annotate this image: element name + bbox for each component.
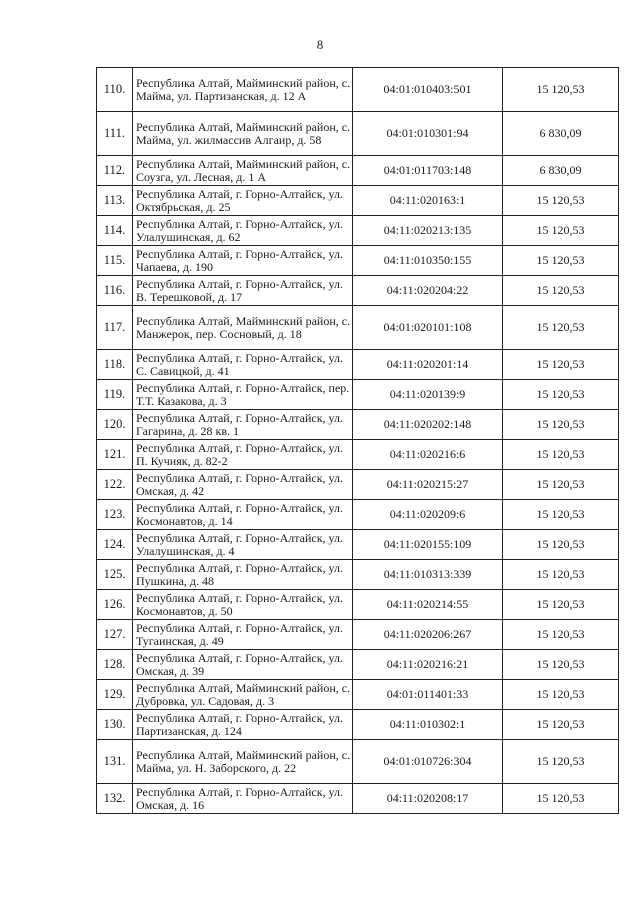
row-cadastral-number: 04:11:020163:1	[353, 186, 503, 216]
row-value: 15 120,53	[503, 590, 619, 620]
row-number: 131.	[97, 740, 133, 784]
table-row	[97, 620, 619, 650]
row-address: Республика Алтай, г. Горно-Алтайск, ул. Партизанская, д. 124	[133, 710, 353, 740]
row-cadastral-number: 04:01:020101:108	[353, 306, 503, 350]
table-row	[97, 350, 619, 380]
row-value: 15 120,53	[503, 500, 619, 530]
row-number: 113.	[97, 186, 133, 216]
table-row	[97, 216, 619, 246]
row-value: 15 120,53	[503, 216, 619, 246]
row-address: Республика Алтай, г. Горно-Алтайск, ул. Улалушинская, д. 62	[133, 216, 353, 246]
table-row	[97, 156, 619, 186]
row-value: 15 120,53	[503, 410, 619, 440]
row-number: 112.	[97, 156, 133, 186]
row-address: Республика Алтай, Майминский район, с. Манжерок, пер. Сосновый, д. 18	[133, 306, 353, 350]
table-row	[97, 380, 619, 410]
row-address: Республика Алтай, Майминский район, с. Майма, ул. жилмассив Алгаир, д. 58	[133, 112, 353, 156]
row-cadastral-number: 04:11:010313:339	[353, 560, 503, 590]
row-address: Республика Алтай, г. Горно-Алтайск, ул. Космонавтов, д. 14	[133, 500, 353, 530]
table-row	[97, 500, 619, 530]
row-number: 122.	[97, 470, 133, 500]
row-cadastral-number: 04:01:010726:304	[353, 740, 503, 784]
table-row	[97, 560, 619, 590]
row-cadastral-number: 04:11:020209:6	[353, 500, 503, 530]
row-value: 15 120,53	[503, 68, 619, 112]
row-value: 15 120,53	[503, 306, 619, 350]
row-cadastral-number: 04:11:010350:155	[353, 246, 503, 276]
row-number: 126.	[97, 590, 133, 620]
row-cadastral-number: 04:01:011401:33	[353, 680, 503, 710]
row-value: 15 120,53	[503, 530, 619, 560]
row-number: 128.	[97, 650, 133, 680]
row-number: 117.	[97, 306, 133, 350]
row-number: 121.	[97, 440, 133, 470]
row-number: 111.	[97, 112, 133, 156]
row-address: Республика Алтай, г. Горно-Алтайск, ул. Омская, д. 39	[133, 650, 353, 680]
row-address: Республика Алтай, г. Горно-Алтайск, ул. П. Кучияк, д. 82-2	[133, 440, 353, 470]
row-cadastral-number: 04:01:010301:94	[353, 112, 503, 156]
row-cadastral-number: 04:11:020202:148	[353, 410, 503, 440]
row-number: 132.	[97, 784, 133, 814]
row-address: Республика Алтай, г. Горно-Алтайск, ул. В. Терешковой, д. 17	[133, 276, 353, 306]
page-number: 8	[316, 37, 324, 52]
row-number: 115.	[97, 246, 133, 276]
row-address: Республика Алтай, Майминский район, с. Дубровка, ул. Садовая, д. 3	[133, 680, 353, 710]
row-value: 6 830,09	[503, 112, 619, 156]
row-value: 15 120,53	[503, 470, 619, 500]
row-address: Республика Алтай, г. Горно-Алтайск, ул. Тугаинская, д. 49	[133, 620, 353, 650]
row-address: Республика Алтай, г. Горно-Алтайск, ул. Пушкина, д. 48	[133, 560, 353, 590]
row-address: Республика Алтай, г. Горно-Алтайск, ул. Гагарина, д. 28 кв. 1	[133, 410, 353, 440]
table-row	[97, 186, 619, 216]
row-number: 120.	[97, 410, 133, 440]
row-value: 15 120,53	[503, 680, 619, 710]
row-cadastral-number: 04:11:020216:21	[353, 650, 503, 680]
row-address: Республика Алтай, г. Горно-Алтайск, ул. С. Савицкой, д. 41	[133, 350, 353, 380]
row-number: 129.	[97, 680, 133, 710]
row-cadastral-number: 04:11:020214:55	[353, 590, 503, 620]
row-number: 118.	[97, 350, 133, 380]
table-row	[97, 306, 619, 350]
row-address: Республика Алтай, Майминский район, с. Соузга, ул. Лесная, д. 1 А	[133, 156, 353, 186]
row-value: 15 120,53	[503, 650, 619, 680]
row-value: 15 120,53	[503, 784, 619, 814]
row-cadastral-number: 04:11:020208:17	[353, 784, 503, 814]
row-number: 114.	[97, 216, 133, 246]
row-value: 15 120,53	[503, 246, 619, 276]
row-value: 15 120,53	[503, 710, 619, 740]
row-cadastral-number: 04:11:020213:135	[353, 216, 503, 246]
row-value: 6 830,09	[503, 156, 619, 186]
row-number: 130.	[97, 710, 133, 740]
row-address: Республика Алтай, Майминский район, с. Майма, ул. Партизанская, д. 12 А	[133, 68, 353, 112]
row-cadastral-number: 04:01:010403:501	[353, 68, 503, 112]
row-value: 15 120,53	[503, 380, 619, 410]
table-row	[97, 590, 619, 620]
row-cadastral-number: 04:11:020201:14	[353, 350, 503, 380]
row-number: 124.	[97, 530, 133, 560]
row-address: Республика Алтай, г. Горно-Алтайск, ул. Омская, д. 42	[133, 470, 353, 500]
table-row	[97, 440, 619, 470]
row-address: Республика Алтай, г. Горно-Алтайск, ул. Чапаева, д. 190	[133, 246, 353, 276]
row-address: Республика Алтай, г. Горно-Алтайск, ул. Космонавтов, д. 50	[133, 590, 353, 620]
row-cadastral-number: 04:01:011703:148	[353, 156, 503, 186]
table-row	[97, 112, 619, 156]
row-value: 15 120,53	[503, 560, 619, 590]
row-address: Республика Алтай, г. Горно-Алтайск, ул. Омская, д. 16	[133, 784, 353, 814]
row-value: 15 120,53	[503, 186, 619, 216]
property-table	[96, 67, 619, 814]
table-row	[97, 740, 619, 784]
row-address: Республика Алтай, г. Горно-Алтайск, пер. Т.Т. Казакова, д. 3	[133, 380, 353, 410]
row-number: 116.	[97, 276, 133, 306]
row-cadastral-number: 04:11:020216:6	[353, 440, 503, 470]
table-row	[97, 470, 619, 500]
row-cadastral-number: 04:11:020204:22	[353, 276, 503, 306]
row-address: Республика Алтай, г. Горно-Алтайск, ул. Октябрьская, д. 25	[133, 186, 353, 216]
table-row	[97, 246, 619, 276]
table-row	[97, 410, 619, 440]
table-row	[97, 784, 619, 814]
property-table-body	[97, 68, 619, 814]
row-number: 123.	[97, 500, 133, 530]
table-row	[97, 680, 619, 710]
row-cadastral-number: 04:11:010302:1	[353, 710, 503, 740]
row-number: 119.	[97, 380, 133, 410]
table-row	[97, 650, 619, 680]
table-row	[97, 710, 619, 740]
table-row	[97, 276, 619, 306]
row-cadastral-number: 04:11:020206:267	[353, 620, 503, 650]
row-value: 15 120,53	[503, 740, 619, 784]
row-value: 15 120,53	[503, 440, 619, 470]
table-row	[97, 68, 619, 112]
row-value: 15 120,53	[503, 620, 619, 650]
row-cadastral-number: 04:11:020155:109	[353, 530, 503, 560]
row-value: 15 120,53	[503, 350, 619, 380]
row-cadastral-number: 04:11:020139:9	[353, 380, 503, 410]
row-number: 110.	[97, 68, 133, 112]
row-value: 15 120,53	[503, 276, 619, 306]
row-number: 125.	[97, 560, 133, 590]
row-address: Республика Алтай, г. Горно-Алтайск, ул. Улалушинская, д. 4	[133, 530, 353, 560]
row-cadastral-number: 04:11:020215:27	[353, 470, 503, 500]
row-number: 127.	[97, 620, 133, 650]
table-row	[97, 530, 619, 560]
row-address: Республика Алтай, Майминский район, с. Майма, ул. Н. Заборского, д. 22	[133, 740, 353, 784]
